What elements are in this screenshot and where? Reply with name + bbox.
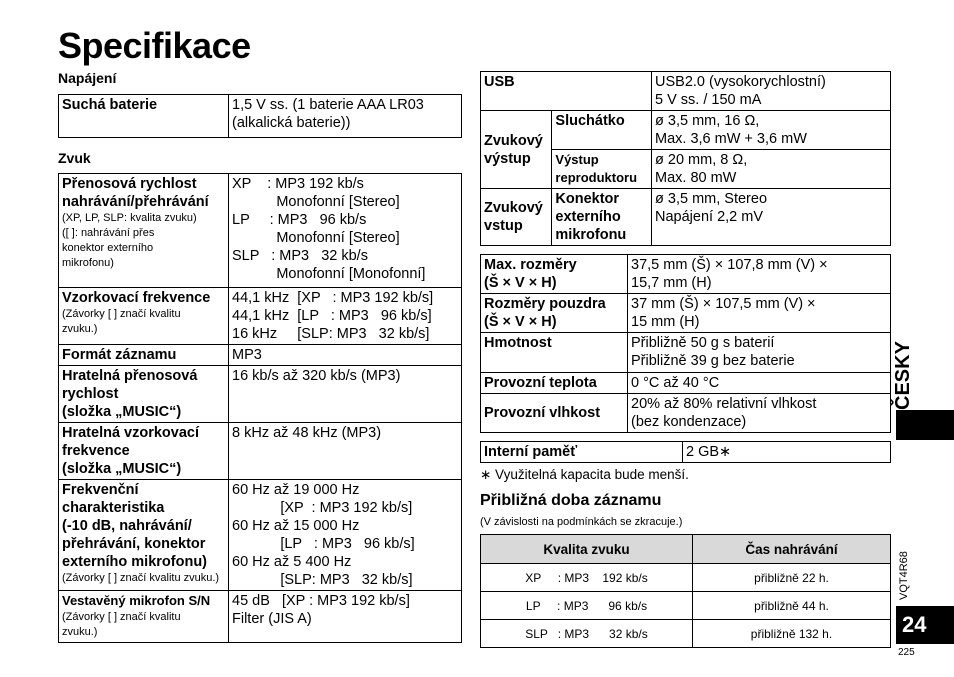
table-row xyxy=(59,345,462,366)
rec-quality: XP : MP3 192 kb/s xyxy=(481,564,693,592)
rec-quality: SLP : MP3 32 kb/s xyxy=(481,620,693,648)
page-title: Specifikace xyxy=(58,25,251,66)
table-row xyxy=(59,366,462,423)
mic-label: Vestavěný mikrofon S/N (Závorky [ ] značí kvalitu zvuku.) xyxy=(59,591,229,643)
table-row xyxy=(481,442,891,463)
rec-quality: LP : MP3 96 kb/s xyxy=(481,592,693,620)
bitrate-value: XP : MP3 192 kb/s Monofonní [Stereo] LP : MP3 96 kb/s Monofonní [Stereo] SLP : MP3 32 kb/s Monofonní [Monofonní] xyxy=(229,174,462,288)
playable-rate-value: 16 kb/s až 320 kb/s (MP3) xyxy=(229,366,462,423)
headphones-value: ø 3,5 mm, 16 Ω, Max. 3,6 mW + 3,6 mW xyxy=(652,111,891,150)
sampling-label: Vzorkovací frekvence (Závorky [ ] značí kvalitu zvuku.) xyxy=(59,288,229,345)
table-row xyxy=(59,288,462,345)
headphones-label: Sluchátko xyxy=(552,111,652,150)
col-header-quality: Kvalita zvuku xyxy=(481,535,693,564)
temp-value: 0 °C až 40 °C xyxy=(628,373,891,394)
max-dim-label: Max. rozměry (Š × V × H) xyxy=(481,255,628,294)
memory-table xyxy=(480,441,891,463)
page-number: 24 xyxy=(896,606,954,644)
max-dim-value: 37,5 mm (Š) × 107,8 mm (V) × 15,7 mm (H) xyxy=(628,255,891,294)
playable-rate-label: Hratelná přenosová rychlost (složka „MUSIC“) xyxy=(59,366,229,423)
power-heading: Napájení xyxy=(58,70,117,86)
rec-time: přibližně 22 h. xyxy=(693,564,891,592)
table-row xyxy=(481,592,891,620)
freq-char-label: Frekvenční charakteristika (-10 dB, nahrávání/ přehrávání, konektor externího mikrofonu) (Závorky [ ] značí kvalitu zvuku.) xyxy=(59,480,229,591)
temp-label: Provozní teplota xyxy=(481,373,628,394)
table-row xyxy=(481,294,891,333)
rec-table xyxy=(480,534,891,648)
table-row xyxy=(481,620,891,648)
io-table xyxy=(480,71,891,246)
memory-note: ∗ Využitelná kapacita bude menší. xyxy=(480,467,689,482)
table-row xyxy=(481,373,891,394)
physical-table xyxy=(480,254,891,433)
language-tab: ČESKY xyxy=(892,341,914,410)
freq-char-value: 60 Hz až 19 000 Hz [XP : MP3 192 kb/s] 60 Hz až 15 000 Hz [LP : MP3 96 kb/s] 60 Hz až 5 400 Hz [SLP: MP3 32 kb/s] xyxy=(229,480,462,591)
language-marker xyxy=(896,410,954,440)
speaker-value: ø 20 mm, 8 Ω, Max. 80 mW xyxy=(652,150,891,189)
sound-heading: Zvuk xyxy=(58,150,91,166)
table-row xyxy=(481,189,891,246)
usb-value: USB2.0 (vysokorychlostní) 5 V ss. / 150 mA xyxy=(652,72,891,111)
format-value: MP3 xyxy=(229,345,462,366)
table-row xyxy=(59,174,462,288)
playable-freq-label: Hratelná vzorkovací frekvence (složka „MUSIC“) xyxy=(59,423,229,480)
audio-in-label: Zvukový vstup xyxy=(481,189,552,246)
page-number-small: 225 xyxy=(898,647,915,658)
col-header-time: Čas nahrávání xyxy=(693,535,891,564)
humidity-value: 20% až 80% relativní vlhkost (bez kondenzace) xyxy=(628,394,891,433)
mic-value: 45 dB [XP : MP3 192 kb/s] Filter (JIS A) xyxy=(229,591,462,643)
power-label: Suchá baterie xyxy=(59,95,229,138)
table-row xyxy=(481,564,891,592)
rec-heading: Přibližná doba záznamu xyxy=(480,492,662,509)
rec-time: přibližně 132 h. xyxy=(693,620,891,648)
sound-table xyxy=(58,173,462,643)
format-label: Formát záznamu xyxy=(59,345,229,366)
table-row xyxy=(481,255,891,294)
table-row xyxy=(481,111,891,150)
humidity-label: Provozní vlhkost xyxy=(481,394,628,433)
table-row xyxy=(59,480,462,591)
usb-label: USB xyxy=(481,72,652,111)
ext-mic-value: ø 3,5 mm, Stereo Napájení 2,2 mV xyxy=(652,189,891,246)
rec-note: (V závislosti na podmínkách se zkracuje.) xyxy=(480,516,683,528)
table-header-row xyxy=(481,535,891,564)
power-value: 1,5 V ss. (1 baterie AAA LR03 (alkalická baterie)) xyxy=(229,95,462,138)
playable-freq-value: 8 kHz až 48 kHz (MP3) xyxy=(229,423,462,480)
case-dim-label: Rozměry pouzdra (Š × V × H) xyxy=(481,294,628,333)
weight-label: Hmotnost xyxy=(481,333,628,373)
case-dim-value: 37 mm (Š) × 107,5 mm (V) × 15 mm (H) xyxy=(628,294,891,333)
document-code: VQT4R68 xyxy=(898,551,910,600)
power-table xyxy=(58,94,462,138)
weight-value: Přibližně 50 g s baterií Přibližně 39 g bez baterie xyxy=(628,333,891,373)
ext-mic-label: Konektor externího mikrofonu xyxy=(552,189,652,246)
speaker-label: Výstup reproduktoru xyxy=(552,150,652,189)
table-row xyxy=(481,333,891,373)
table-row xyxy=(59,591,462,643)
memory-value: 2 GB∗ xyxy=(683,442,891,463)
memory-label: Interní paměť xyxy=(481,442,683,463)
table-row xyxy=(59,423,462,480)
table-row xyxy=(481,394,891,433)
audio-out-label: Zvukový výstup xyxy=(481,111,552,189)
table-row xyxy=(481,72,891,111)
bitrate-label: Přenosová rychlost nahrávání/přehrávání (XP, LP, SLP: kvalita zvuku) ([ ]: nahrávání přes konektor externího mikrofonu) xyxy=(59,174,229,288)
sampling-value: 44,1 kHz [XP : MP3 192 kb/s] 44,1 kHz [LP : MP3 96 kb/s] 16 kHz [SLP: MP3 32 kb/s] xyxy=(229,288,462,345)
rec-time: přibližně 44 h. xyxy=(693,592,891,620)
